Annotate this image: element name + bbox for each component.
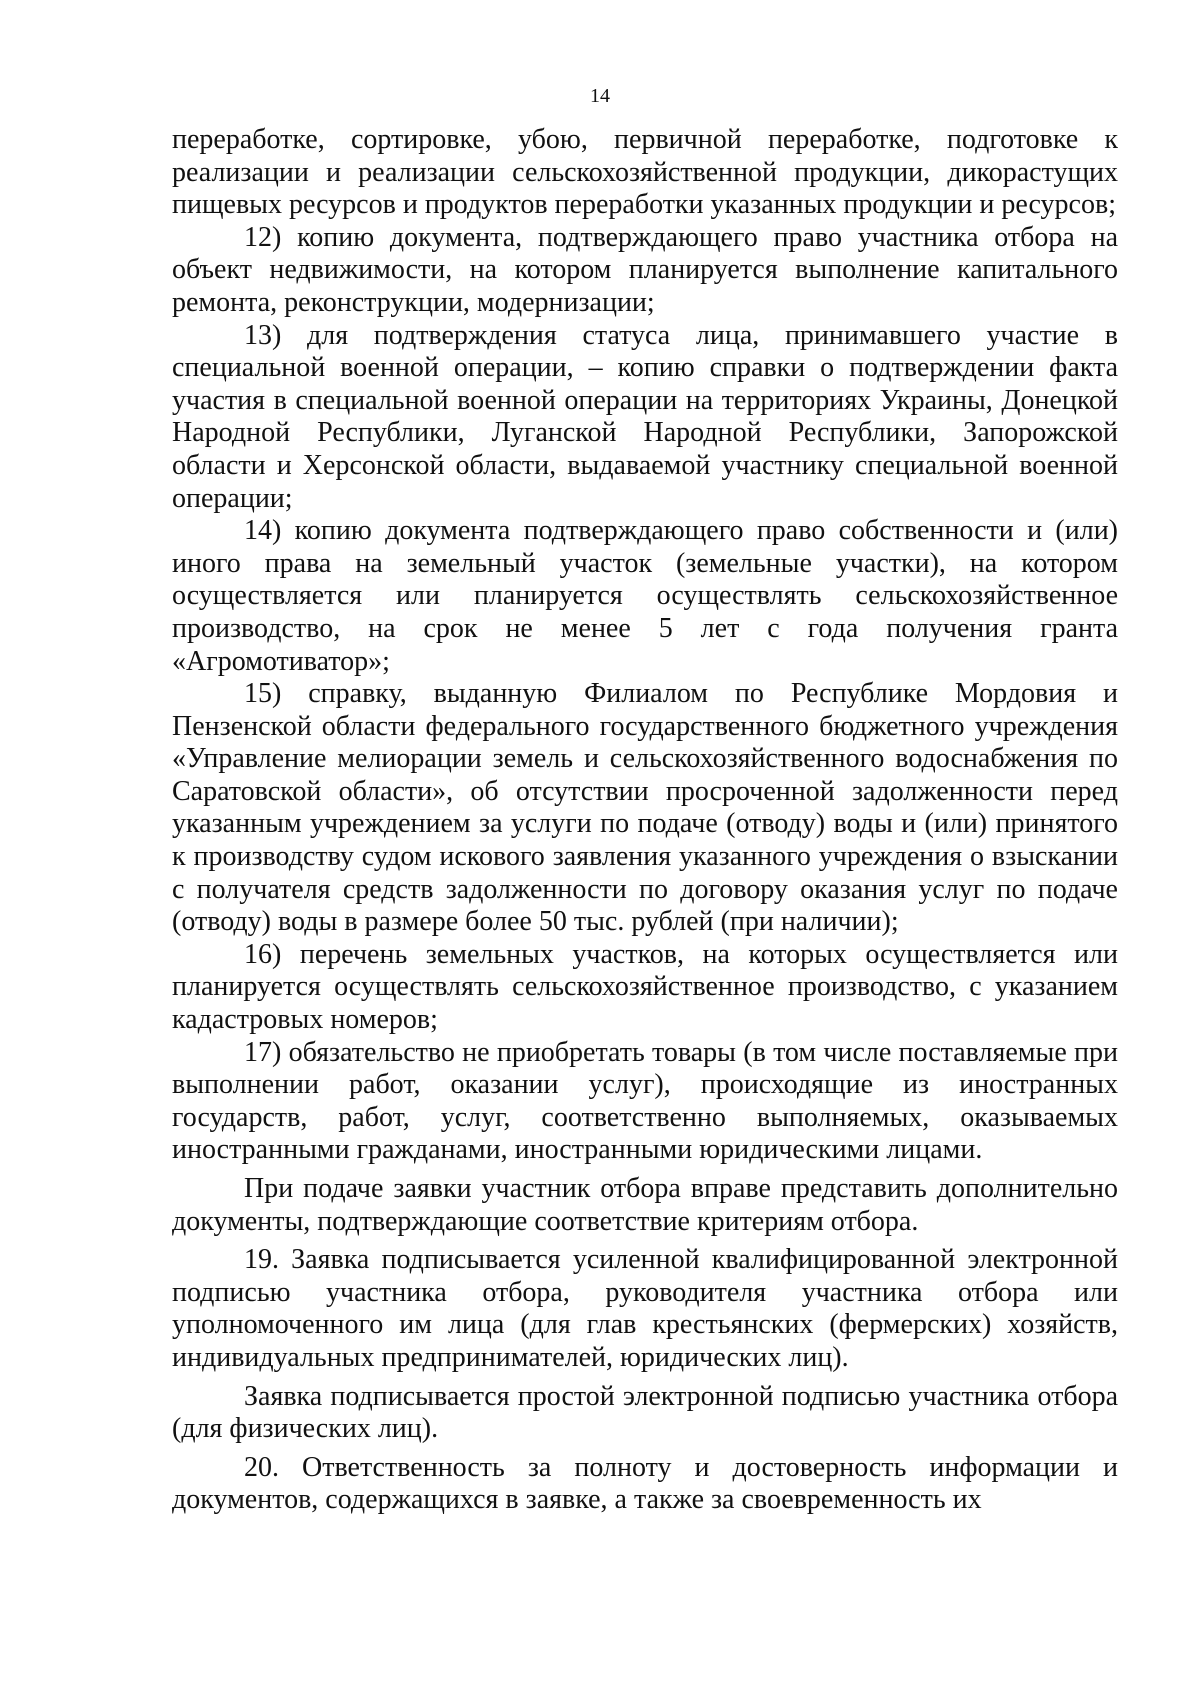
paragraph-clause-20: 20. Ответственность за полноту и достоверность информации и документов, содержащихся в заявке, а также за своевременность их: [172, 1451, 1118, 1516]
paragraph-simple-signature: Заявка подписывается простой электронной подписью участника отбора (для физических лиц).: [172, 1380, 1118, 1445]
paragraph-item-15: 15) справку, выданную Филиалом по Республике Мордовия и Пензенской области федерального государственного бюджетного учреждения «Управление мелиорации земель и сельскохозяйственного водоснабжения по Саратовской области», об отсутствии просроченной задолженности перед указанным учреждением за услуги по подаче (отводу) воды и (или) принятого к производству судом искового заявления указанного учреждения о взыскании с получателя средств задолженности по договору оказания услуг по подаче (отводу) воды в размере более 50 тыс. рублей (при наличии);: [172, 678, 1118, 938]
paragraph-additional-documents: При подаче заявки участник отбора вправе представить дополнительно документы, подтверждающие соответствие критериям отбора.: [172, 1173, 1118, 1237]
paragraph-clause-19: 19. Заявка подписывается усиленной квалифицированной электронной подписью участника отбора, руководителя участника отбора или уполномоченного им лица (для глав крестьянских (фермерских) хозяйств, индивидуальных предпринимателей, юридических лиц).: [172, 1244, 1118, 1373]
paragraph-item-13: 13) для подтверждения статуса лица, принимавшего участие в специальной военной операции, – копию справки о подтверждении факта участия в специальной военной операции на территориях Украины, Донецкой Народной Республики, Луганской Народной Республики, Запорожской области и Херсонской области, выдаваемой участнику специальной военной операции;: [172, 319, 1118, 514]
paragraph-item-14: 14) копию документа подтверждающего право собственности и (или) иного права на земельный участок (земельные участки), на котором осуществляется или планируется осуществлять сельскохозяйственное производство, на срок не менее 5 лет с года получения гранта «Агромотиватор»;: [172, 515, 1118, 677]
paragraph-item-17: 17) обязательство не приобретать товары (в том числе поставляемые при выполнении работ, оказании услуг), происходящие из иностранных государств, работ, услуг, соответственно выполняемых, оказываемых иностранными гражданами, иностранными юридическими лицами.: [172, 1036, 1118, 1166]
paragraph-item-16: 16) перечень земельных участков, на которых осуществляется или планируется осуществлять сельскохозяйственное производство, с указанием кадастровых номеров;: [172, 938, 1118, 1036]
page-number: 14: [590, 85, 610, 107]
paragraph-continuation: переработке, сортировке, убою, первичной переработке, подготовке к реализации и реализации сельскохозяйственной продукции, дикорастущих пищевых ресурсов и продуктов переработки указанных продукции и ресурсов;: [172, 124, 1118, 221]
document-body: [172, 124, 1118, 1517]
paragraph-item-12: 12) копию документа, подтверждающего право участника отбора на объект недвижимости, на котором планируется выполнение капитального ремонта, реконструкции, модернизации;: [172, 221, 1118, 318]
